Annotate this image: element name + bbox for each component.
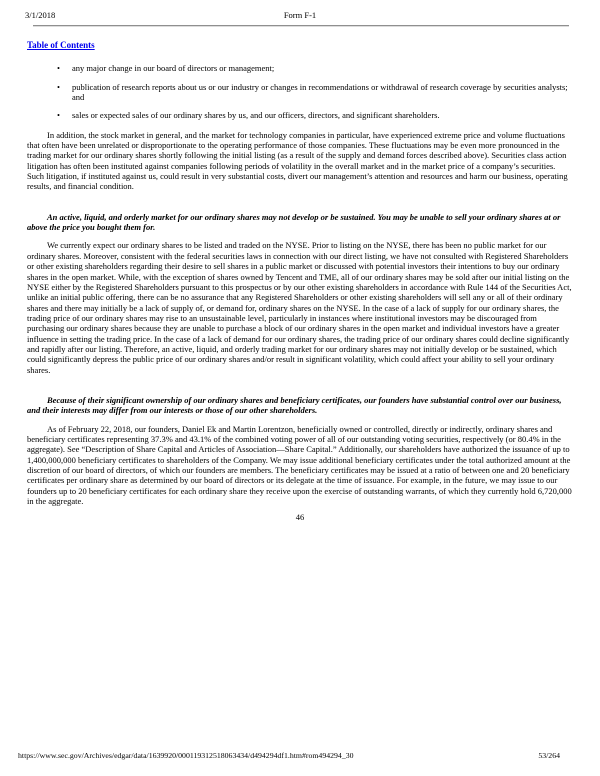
paragraph-nyse-listing: We currently expect our ordinary shares to be listed and traded on the NYSE. Prior to listing on the NYSE, there has been no public market for our ordinary shares. Moreover, consistent with the federal securities laws in connection with our direct listing, we have not consulted with Registered Shareholders or other existing shareholders regarding their desire to sell shares in a public market or discussed with potential investors their intentions to buy our ordinary shares in the open market. While, with the exception of shares owned by Tencent and TME, all of our ordinary shares may be sold after our initial listing on the NYSE either by the Registered Shareholders pursuant to this prospectus or by our other existing shareholders in accordance with Rule 144 of the Securities Act, unlike an initial public offering, there can be no assurance that any Registered Shareholders or other existing shareholders will sell any or all of their ordinary shares and there may initially be a lack of supply of, or demand for, ordinary shares on the NYSE. In the case of a lack of supply for our ordinary shares, the trading price of our ordinary shares may rise to an unsustainable level, particularly in instances where institutional investors may be discouraged from purchasing our ordinary shares because they are unable to purchase a block of our ordinary shares in the open market and individual investors have a greater influence in setting the trading price. In the case of a lack of demand for our ordinary shares, the trading price of our ordinary shares could decline significantly and rapidly after our listing. Therefore, an active, liquid, and orderly trading market for our ordinary shares may not initially develop or be sustained, which could significantly depress the public price of our ordinary shares and/or result in significant volatility, which could affect your ability to sell your ordinary shares.	[27, 240, 572, 375]
bullet-text: sales or expected sales of our ordinary shares by us, and our officers, directors, and significant shareholders.	[72, 110, 440, 121]
risk-bullet-list	[27, 63, 573, 120]
paragraph-market-fluctuations: In addition, the stock market in general, and the market for technology companies in particular, have experienced extreme price and volume fluctuations that often have been unrelated or disproportionate to the operating performance of those companies. These fluctuations may be even more pronounced in the trading market for our ordinary shares shortly following the initial listing (as a result of the supply and demand forces described above). Securities class action litigation has often been instituted against companies following periods of volatility in the overall market and in the market price of a company’s securities. Such litigation, if instituted against us, could result in very substantial costs, divert our management’s attention and resources and harm our business, operating results, and financial condition.	[27, 129, 568, 192]
print-date: 3/1/2018	[25, 10, 56, 20]
page-number: 46	[295, 512, 305, 522]
bullet-icon: •	[57, 81, 60, 92]
source-url: https://www.sec.gov/Archives/edgar/data/1639920/000119312518063434/d494294df1.htm#rom494294_30	[18, 751, 354, 760]
form-title: Form F-1	[283, 10, 317, 20]
header-divider	[33, 25, 569, 27]
bullet-text: publication of research reports about us or our industry or changes in recommendations or withdrawal of research coverage by securities analysts; and	[72, 81, 568, 103]
print-footer	[18, 751, 573, 760]
page-indicator: 53/264	[538, 751, 560, 760]
paragraph-founders-ownership: As of February 22, 2018, our founders, Daniel Ek and Martin Lorentzon, beneficially owned or controlled, directly or indirectly, ordinary shares and beneficiary certificates representing 37.3% and 43.1% of the combined voting power of all of our outstanding voting securities, respectively (or 80.4% in the aggregate). See “Description of Share Capital and Articles of Association—Share Capital.” Additionally, our shareholders have authorized the issuance of up to 1,400,000,000 beneficiary certificates to shareholders of the Company. We may issue additional beneficiary certificates under the total authorized amount at the discretion of our board of directors, of which our founders are members. The beneficiary certificates may be issued at a ratio of between one and 20 beneficiary certificates per ordinary share as determined by our board of directors or its delegate at the time of issuance. For example, in the future, we may issue to our founders up to 20 beneficiary certificates for each ordinary share they receive upon the exercise of outstanding warrants, of which they currently hold 6,720,000 in the aggregate.	[27, 423, 572, 507]
risk-factor-heading-founders-control: Because of their significant ownership of our ordinary shares and beneficiary certificates, our founders have substantial control over our business, and their interests may differ from our interests or those of our other shareholders.	[27, 394, 562, 416]
document-content	[27, 40, 573, 506]
list-item	[27, 82, 573, 103]
bullet-icon: •	[57, 63, 60, 74]
list-item	[27, 63, 573, 73]
list-item	[27, 110, 573, 120]
table-of-contents-link[interactable]: Table of Contents	[27, 40, 95, 50]
bullet-text: any major change in our board of directors or management;	[72, 63, 275, 74]
print-header	[0, 10, 600, 20]
risk-factor-heading-active-market: An active, liquid, and orderly market for our ordinary shares may not develop or be sustained. You may be unable to sell your ordinary shares at or above the price you bought them for.	[27, 211, 561, 233]
bullet-icon: •	[57, 110, 60, 121]
